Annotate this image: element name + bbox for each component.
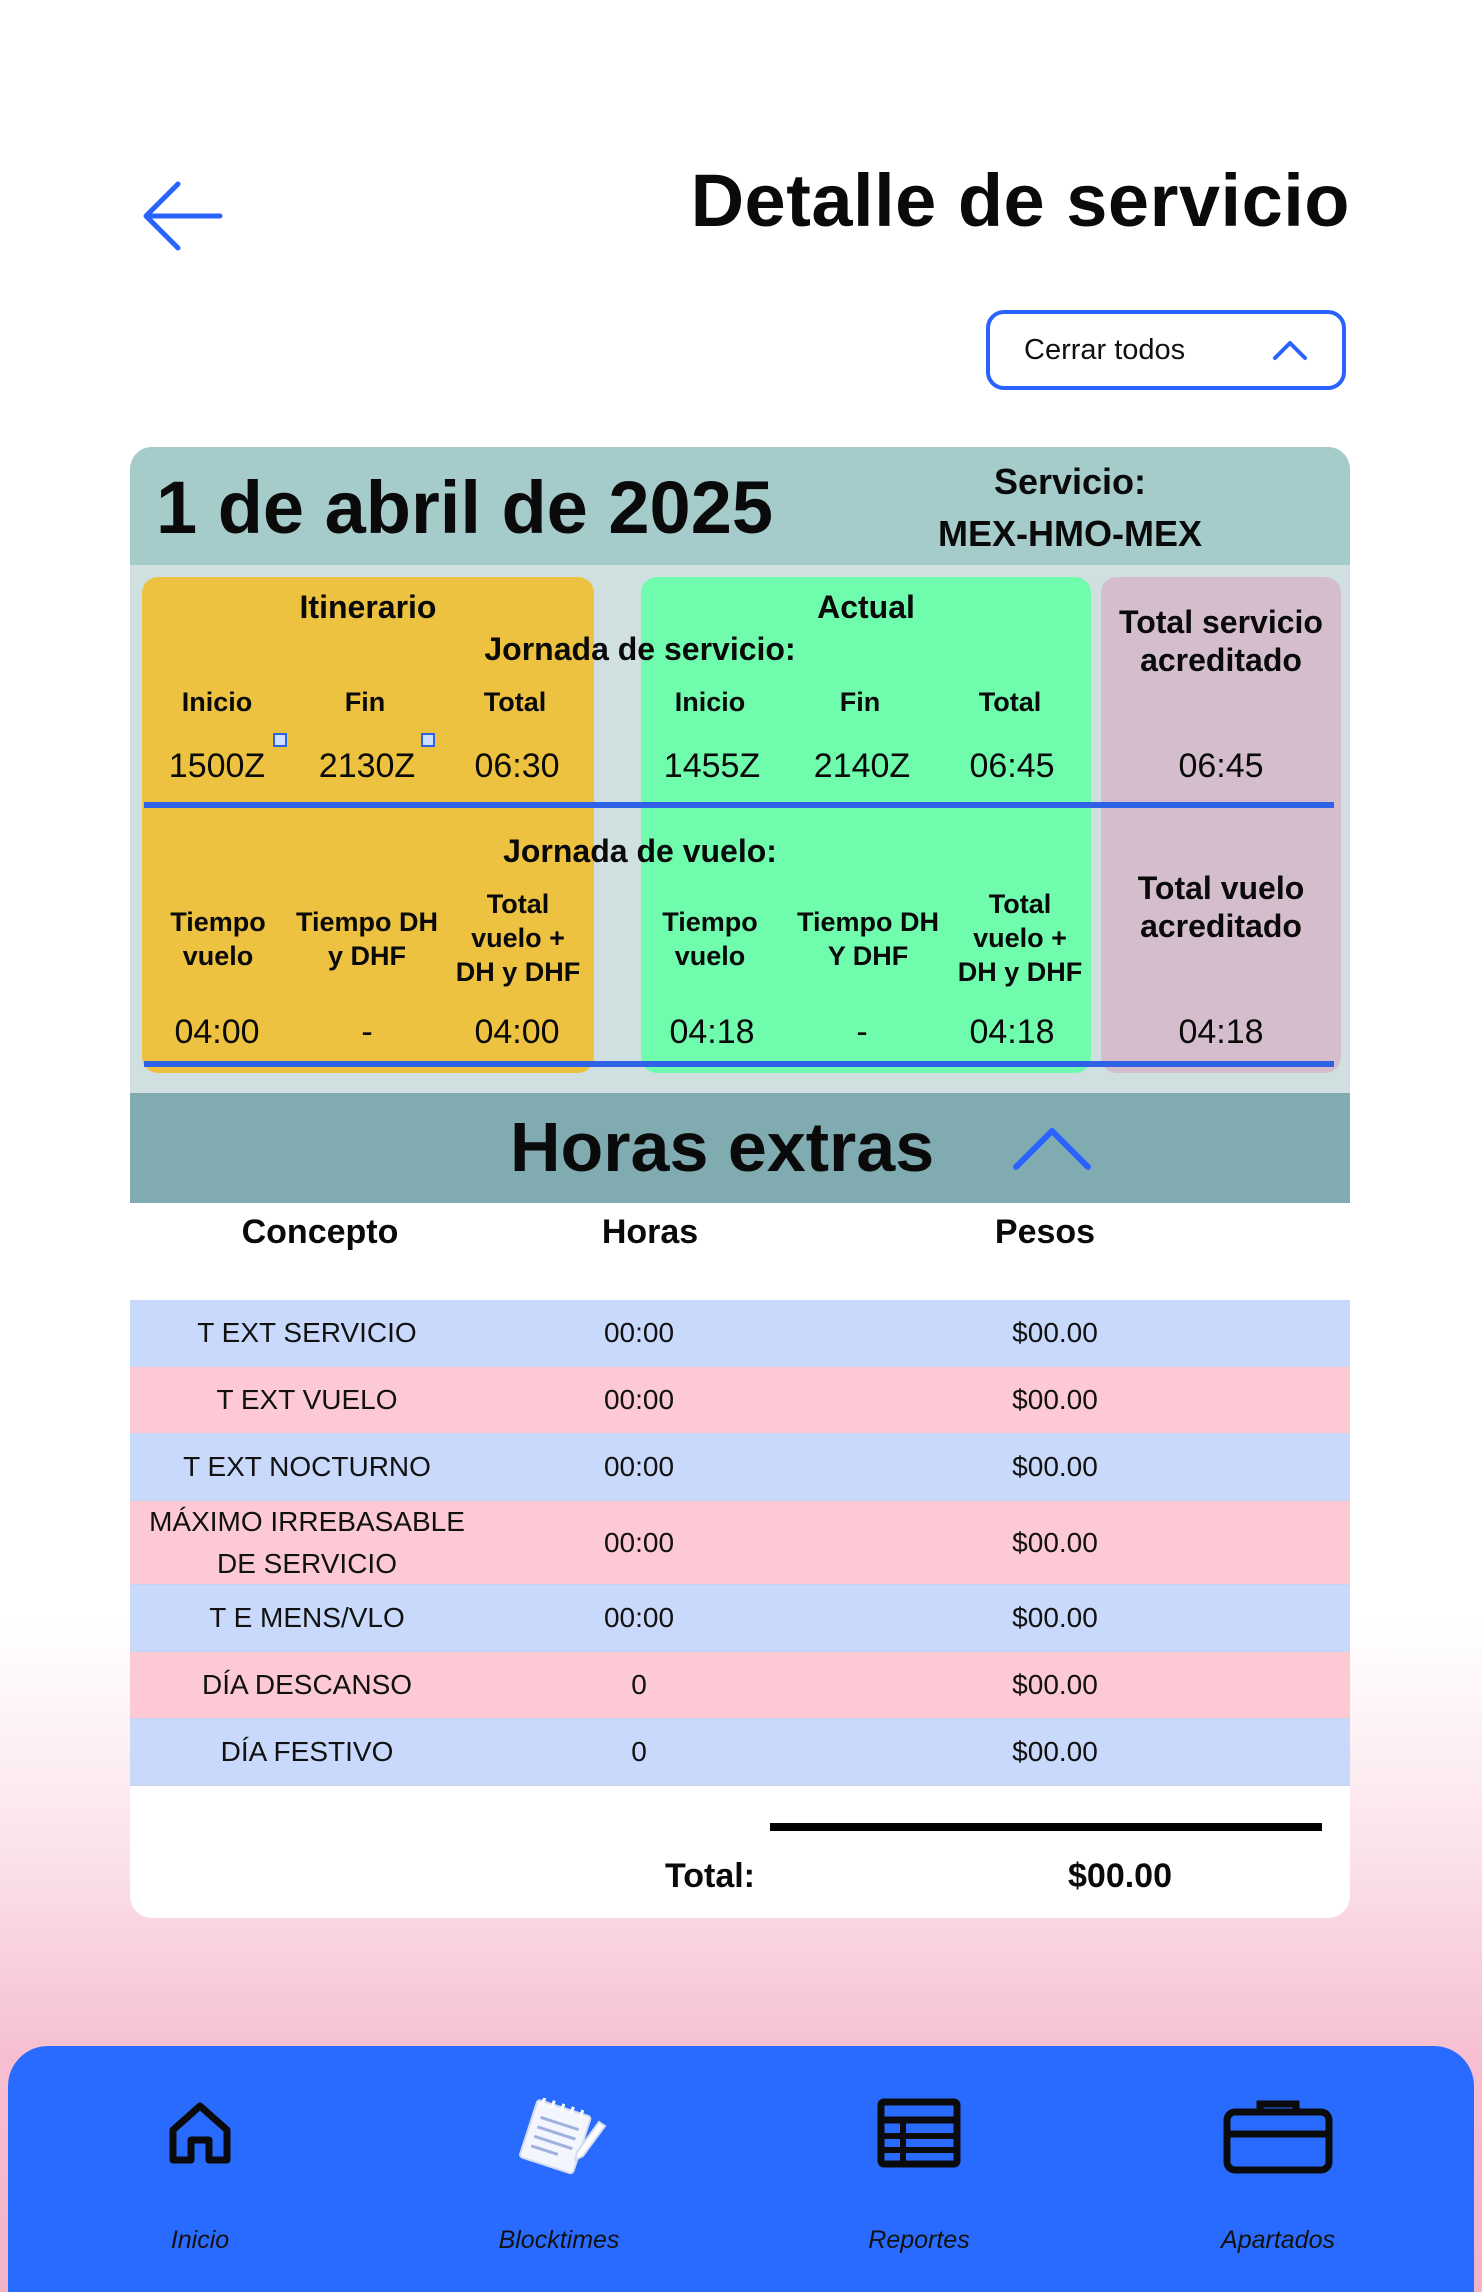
pesos-cell: $00.00 <box>1012 1526 1098 1558</box>
service-card <box>130 447 1350 1918</box>
actual-title: Actual <box>817 589 915 625</box>
itin-inicio-value: 1500Z <box>168 747 266 785</box>
service-route: MEX-HMO-MEX <box>938 513 1202 554</box>
total-vuelo-label: Total vuelo acreditado <box>1137 870 1305 944</box>
edit-icon[interactable] <box>273 733 287 747</box>
bottom-navigation <box>8 2046 1474 2292</box>
edit-icon[interactable] <box>421 733 435 747</box>
pesos-cell: $00.00 <box>1012 1384 1098 1415</box>
service-label: Servicio: <box>993 461 1147 502</box>
itinerario-title: Itinerario <box>299 589 437 625</box>
act-tiempo-dh-value: - <box>856 1013 868 1051</box>
nav-label: Reportes <box>868 2226 970 2254</box>
notepad-icon <box>511 2098 607 2178</box>
jornada-vuelo-label: Jornada de vuelo: <box>503 833 777 869</box>
act-tiempo-vuelo-header: Tiempo vuelo <box>662 907 758 971</box>
act-inicio-header: Inicio <box>674 687 746 717</box>
pesos-cell: $00.00 <box>1012 1602 1098 1633</box>
itin-total-vuelo-header: Total vuelo + DH y DHF <box>455 889 581 987</box>
itin-tiempo-dh-value: - <box>361 1013 373 1051</box>
divider <box>144 1061 1334 1067</box>
nav-label: Blocktimes <box>498 2226 620 2254</box>
concepto-cell: DÍA FESTIVO <box>220 1736 394 1767</box>
horas-cell: 00:00 <box>603 1317 675 1348</box>
table-row <box>130 1719 1350 1786</box>
horas-cell: 00:00 <box>603 1384 675 1415</box>
overtime-header[interactable] <box>130 1093 1350 1203</box>
pesos-header: Pesos <box>994 1213 1096 1251</box>
itin-inicio-header: Inicio <box>181 687 253 717</box>
arrow-left-icon <box>140 180 224 252</box>
itin-total-value: 06:30 <box>474 747 560 785</box>
act-total-vuelo-header: Total vuelo + DH y DHF <box>957 889 1083 987</box>
horas-cell: 00:00 <box>603 1526 675 1558</box>
horas-cell: 00:00 <box>603 1602 675 1633</box>
nav-label: Apartados <box>1221 2226 1335 2254</box>
horas-cell: 00:00 <box>603 1451 675 1482</box>
itin-total-header: Total <box>483 687 547 717</box>
act-fin-value: 2140Z <box>813 747 911 785</box>
total-divider <box>770 1823 1322 1831</box>
horas-cell: 0 <box>631 1736 647 1767</box>
act-fin-header: Fin <box>839 687 881 717</box>
chevron-up-icon <box>1272 339 1308 361</box>
act-tiempo-vuelo-value: 04:18 <box>669 1013 755 1051</box>
concepto-cell: T EXT SERVICIO <box>197 1317 417 1348</box>
concepto-cell: DÍA DESCANSO <box>201 1669 413 1700</box>
itin-tiempo-dh-header: Tiempo DH y DHF <box>295 907 438 971</box>
nav-item-inicio[interactable] <box>80 2046 320 2292</box>
pesos-cell: $00.00 <box>1012 1317 1098 1348</box>
pesos-cell: $00.00 <box>1012 1669 1098 1700</box>
chevron-up-icon[interactable] <box>1012 1123 1092 1173</box>
itin-total-vuelo-value: 04:00 <box>474 1013 560 1051</box>
pesos-cell: $00.00 <box>1012 1736 1098 1767</box>
overtime-table <box>130 1300 1350 1786</box>
dropdown-label: Cerrar todos <box>1024 333 1186 366</box>
pesos-cell: $00.00 <box>1012 1451 1098 1482</box>
page-title: Detalle de servicio <box>690 159 1350 242</box>
table-row <box>130 1585 1350 1652</box>
table-row <box>130 1434 1350 1501</box>
itin-fin-header: Fin <box>344 687 386 717</box>
concepto-cell: T EXT VUELO <box>216 1384 398 1415</box>
table-icon <box>877 2098 961 2168</box>
total-value: $00.00 <box>1068 1857 1172 1895</box>
jornada-servicio-label: Jornada de servicio: <box>484 631 796 667</box>
total-servicio-value: 06:45 <box>1178 747 1264 785</box>
card-header <box>130 447 1350 565</box>
horas-cell: 0 <box>631 1669 647 1700</box>
table-row <box>130 1652 1350 1719</box>
nav-item-blocktimes[interactable] <box>439 2046 679 2292</box>
nav-item-reportes[interactable] <box>799 2046 1039 2292</box>
itin-tiempo-vuelo-value: 04:00 <box>174 1013 260 1051</box>
back-button[interactable] <box>140 180 224 252</box>
act-total-header: Total <box>978 687 1042 717</box>
divider <box>144 802 1334 808</box>
table-row <box>130 1367 1350 1434</box>
act-inicio-value: 1455Z <box>663 747 761 785</box>
concepto-cell: MÁXIMO IRREBASABLE DE SERVICIO <box>149 1505 465 1579</box>
act-tiempo-dh-header: Tiempo DH Y DHF <box>796 907 939 971</box>
service-date: 1 de abril de 2025 <box>156 466 774 549</box>
concepto-cell: T E MENS/VLO <box>209 1602 405 1633</box>
nav-item-apartados[interactable] <box>1158 2046 1398 2292</box>
total-label: Total: <box>664 1857 755 1895</box>
itin-fin-value: 2130Z <box>318 747 416 785</box>
total-servicio-label: Total servicio acreditado <box>1119 604 1323 678</box>
nav-label: Inicio <box>170 2226 230 2254</box>
horas-header: Horas <box>601 1213 699 1251</box>
act-total-value: 06:45 <box>969 747 1055 785</box>
concepto-header: Concepto <box>241 1213 399 1251</box>
home-icon <box>165 2098 235 2168</box>
total-vuelo-value: 04:18 <box>1178 1013 1264 1051</box>
act-total-vuelo-value: 04:18 <box>969 1013 1055 1051</box>
collapse-all-dropdown[interactable] <box>986 310 1346 390</box>
table-row <box>130 1501 1350 1585</box>
overtime-title: Horas extras <box>510 1108 935 1186</box>
briefcase-icon <box>1222 2098 1334 2174</box>
table-row <box>130 1300 1350 1367</box>
itin-tiempo-vuelo-header: Tiempo vuelo <box>170 907 266 971</box>
concepto-cell: T EXT NOCTURNO <box>183 1451 431 1482</box>
